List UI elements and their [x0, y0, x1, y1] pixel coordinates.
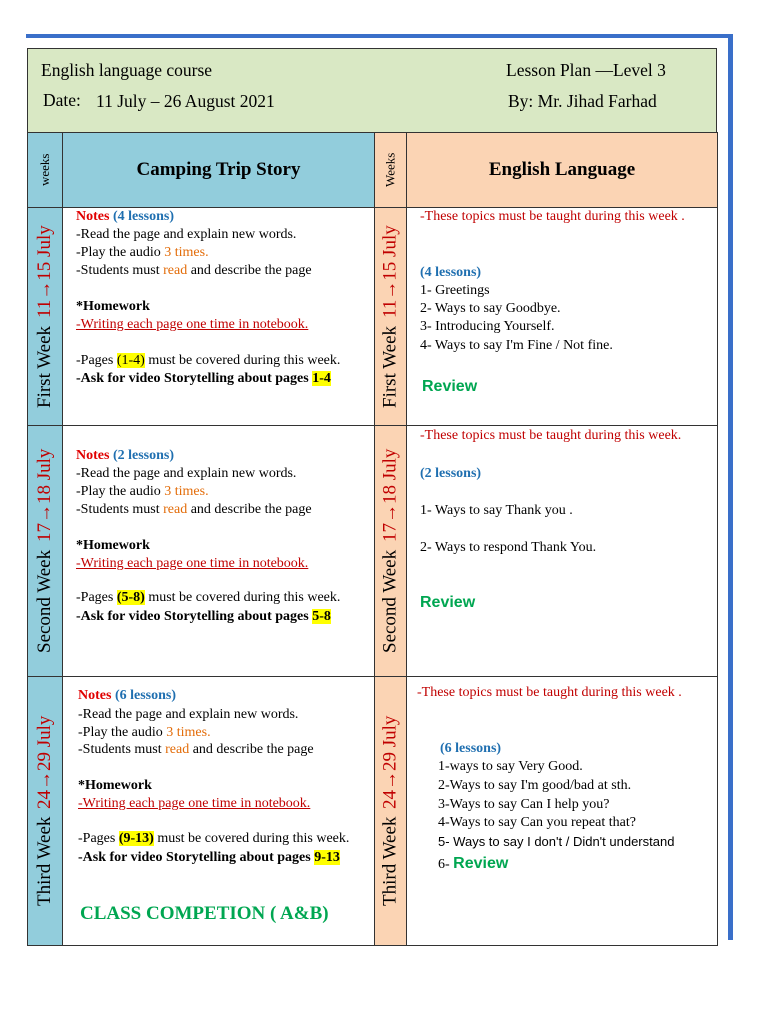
lesson-plan-level: Lesson Plan —Level 3: [506, 60, 666, 80]
header-box: [27, 48, 717, 133]
pages-range: (1-4): [116, 353, 145, 368]
week1-dates-right: 11→15 July: [379, 225, 401, 318]
week2-dates-right: 17→18 July: [379, 448, 401, 543]
week2-label: Second Week: [34, 550, 55, 654]
topic-item: 2- Ways to say Goodbye.: [420, 301, 561, 317]
weeks-header-left: weeks: [27, 132, 63, 208]
audio-text: -Play the audio: [78, 725, 167, 740]
week2-story-cell: [62, 425, 375, 677]
lessons-count: (2 lessons): [420, 466, 482, 481]
week3-label-right: Third Week: [379, 817, 401, 907]
pages-text: -Pages: [78, 831, 119, 846]
week1-english-cell: [406, 207, 718, 426]
blue-border-right: [728, 34, 733, 940]
class-competition: CLASS COMPETION ( A&B): [80, 903, 329, 924]
pages-post: must be covered during this week.: [153, 831, 350, 846]
pages-post: must be covered during this week.: [144, 590, 341, 605]
students-text: -Students must: [78, 742, 166, 757]
audio-times: 3 times.: [164, 484, 209, 499]
students-post: and describe the page: [187, 263, 312, 278]
topic-list: [420, 282, 613, 355]
week1-side-right: [374, 207, 407, 426]
notes-label: Notes: [76, 209, 110, 224]
review-label: Review: [420, 594, 476, 611]
topics-intro: -These topics must be taught during this week .: [420, 209, 685, 224]
week2-english-cell: [406, 425, 718, 677]
instruction-read: -Read the page and explain new words.: [76, 466, 297, 481]
homework-writing: -Writing each page one time in notebook.: [76, 317, 309, 332]
topics-intro: -These topics must be taught during this week .: [417, 685, 682, 700]
notes-count: (6 lessons): [114, 688, 176, 703]
week3-label: Third Week: [34, 817, 55, 907]
ask-range: 5-8: [312, 609, 331, 624]
students-post: and describe the page: [187, 502, 312, 517]
topic-item: 1- Greetings: [420, 283, 490, 298]
week2-label-right: Second Week: [379, 550, 401, 654]
review-label: Review: [422, 378, 478, 395]
topic-item: 2- Ways to respond Thank You.: [420, 540, 597, 555]
audio-times: 3 times.: [166, 725, 211, 740]
notes-label: Notes: [78, 688, 112, 703]
topic-item: 4-Ways to say Can you repeat that?: [438, 815, 636, 830]
teacher-name: By: Mr. Jihad Farhad: [508, 91, 657, 111]
read-word: read: [165, 742, 190, 757]
instruction-read: -Read the page and explain new words.: [78, 707, 299, 722]
date-label: Date:: [43, 90, 81, 110]
review-number: 6-: [438, 857, 454, 872]
students-post: and describe the page: [189, 742, 314, 757]
pages-range: (5-8): [116, 590, 145, 605]
english-title: English Language: [406, 132, 718, 208]
ask-text: -Ask for video Storytelling about pages: [76, 371, 313, 386]
pages-text: -Pages: [76, 590, 117, 605]
pages-text: -Pages: [76, 353, 117, 368]
students-text: -Students must: [76, 263, 164, 278]
week1-dates: 11→15 July: [34, 225, 55, 318]
homework-label: *Homework: [76, 538, 150, 553]
week3-side-right: [374, 676, 407, 946]
ask-range: 1-4: [312, 371, 331, 386]
week3-story-cell: [62, 676, 375, 946]
review-line: [438, 855, 508, 874]
students-text: -Students must: [76, 502, 164, 517]
week2-side-right: [374, 425, 407, 677]
date-value: 11 July – 26 August 2021: [96, 91, 275, 111]
topic-item: 3-Ways to say Can I help you?: [438, 797, 610, 812]
week3-side-left: [27, 676, 63, 946]
topic-item: 2-Ways to say I'm good/bad at sth.: [438, 778, 632, 793]
read-word: read: [163, 502, 188, 517]
review-label: Review: [453, 855, 509, 872]
topic-item: 3- Introducing Yourself.: [420, 319, 555, 335]
week3-dates-right: 24→29 July: [379, 715, 401, 810]
homework-writing: -Writing each page one time in notebook.: [76, 556, 309, 571]
notes-label: Notes: [76, 448, 110, 463]
week2-dates: 17→18 July: [34, 448, 55, 543]
homework-label: *Homework: [78, 778, 152, 793]
week1-label-right: First Week: [379, 325, 401, 408]
ask-text: -Ask for video Storytelling about pages: [78, 850, 315, 865]
blue-border-top: [26, 34, 733, 38]
topic-item: 4- Ways to say I'm Fine / Not fine.: [420, 337, 613, 353]
homework-writing: -Writing each page one time in notebook.: [78, 796, 311, 811]
audio-times: 3 times.: [164, 245, 209, 260]
instruction-read: -Read the page and explain new words.: [76, 227, 297, 242]
ask-range: 9-13: [314, 850, 340, 865]
topic-item: 1-ways to say Very Good.: [438, 759, 583, 774]
pages-post: must be covered during this week.: [144, 353, 341, 368]
week3-dates: 24→29 July: [34, 715, 55, 810]
audio-text: -Play the audio: [76, 245, 165, 260]
lessons-count: (6 lessons): [440, 741, 502, 756]
notes-count: (2 lessons): [112, 448, 174, 463]
story-title: Camping Trip Story: [62, 132, 375, 208]
ask-text: -Ask for video Storytelling about pages: [76, 609, 313, 624]
notes-count: (4 lessons): [112, 209, 174, 224]
topic-item: 1- Ways to say Thank you .: [420, 503, 573, 518]
read-word: read: [163, 263, 188, 278]
lessons-count: (4 lessons): [420, 265, 482, 280]
topics-intro: -These topics must be taught during this week.: [420, 428, 682, 443]
homework-label: *Homework: [76, 299, 150, 314]
weeks-header-right: Weeks: [374, 132, 407, 208]
audio-text: -Play the audio: [76, 484, 165, 499]
week1-label: First Week: [34, 325, 55, 408]
week3-english-cell: [406, 676, 718, 946]
pages-range: (9-13): [118, 831, 154, 846]
week2-side-left: [27, 425, 63, 677]
week1-story-cell: [62, 207, 375, 426]
topic-item: 5- Ways to say I don't / Didn't understand: [438, 834, 675, 849]
week1-side-left: [27, 207, 63, 426]
course-title: English language course: [41, 60, 213, 80]
